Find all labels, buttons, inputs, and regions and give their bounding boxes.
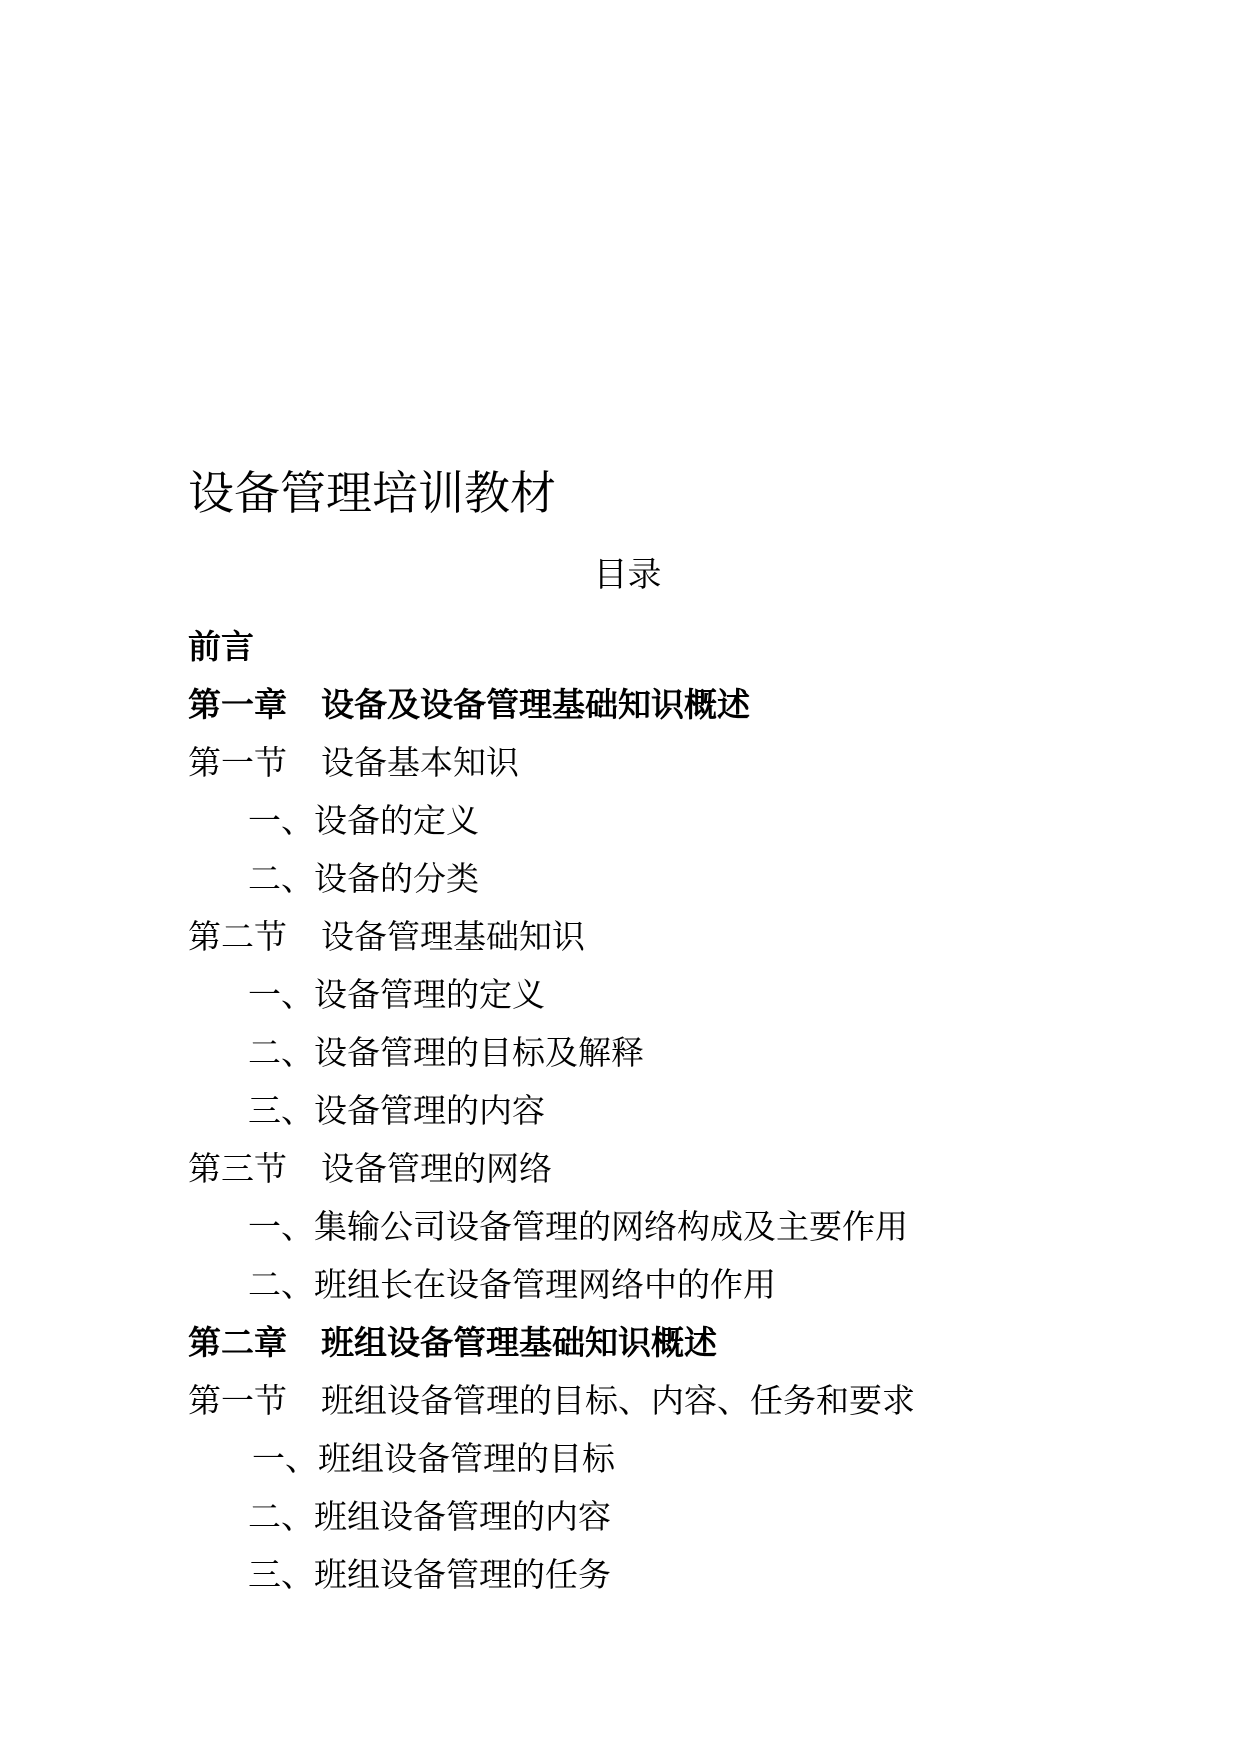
toc-section-1-2[interactable] xyxy=(188,908,1188,966)
toc-entry-label: 前言 xyxy=(188,627,254,666)
toc-entry-preface[interactable] xyxy=(188,618,1188,676)
toc-item[interactable] xyxy=(188,850,1188,908)
toc-item-label: 二、设备的分类 xyxy=(248,859,479,898)
section-number: 第三节 xyxy=(188,1149,287,1188)
toc-item[interactable] xyxy=(188,1430,1188,1488)
toc-item[interactable] xyxy=(188,1024,1188,1082)
toc-item-label: 二、班组设备管理的内容 xyxy=(248,1497,611,1536)
toc-item-label: 二、设备管理的目标及解释 xyxy=(248,1033,644,1072)
toc-item[interactable] xyxy=(188,1256,1188,1314)
toc-item-label: 三、设备管理的内容 xyxy=(248,1091,545,1130)
chapter-title: 班组设备管理基础知识概述 xyxy=(321,1323,717,1362)
toc-item[interactable] xyxy=(188,792,1188,850)
chapter-title: 设备及设备管理基础知识概述 xyxy=(321,685,750,724)
toc-item[interactable] xyxy=(188,1082,1188,1140)
toc-section-2-1[interactable] xyxy=(188,1372,1188,1430)
chapter-number: 第二章 xyxy=(188,1323,287,1362)
toc-item-label: 三、班组设备管理的任务 xyxy=(248,1555,611,1594)
section-title: 设备管理基础知识 xyxy=(321,917,585,956)
toc-item[interactable] xyxy=(188,1198,1188,1256)
section-title: 设备基本知识 xyxy=(321,743,519,782)
table-of-contents xyxy=(188,618,1188,1604)
toc-item-label: 一、设备的定义 xyxy=(248,801,479,840)
toc-section-1-3[interactable] xyxy=(188,1140,1188,1198)
toc-item[interactable] xyxy=(188,1546,1188,1604)
toc-chapter-2[interactable] xyxy=(188,1314,1188,1372)
section-number: 第一节 xyxy=(188,743,287,782)
document-title: 设备管理培训教材 xyxy=(188,466,556,520)
section-number: 第一节 xyxy=(188,1381,287,1420)
toc-item-label: 二、班组长在设备管理网络中的作用 xyxy=(248,1265,776,1304)
toc-heading: 目录 xyxy=(593,555,662,595)
toc-item[interactable] xyxy=(188,1488,1188,1546)
toc-section-1-1[interactable] xyxy=(188,734,1188,792)
toc-chapter-1[interactable] xyxy=(188,676,1188,734)
section-title: 班组设备管理的目标、内容、任务和要求 xyxy=(321,1381,915,1420)
section-title: 设备管理的网络 xyxy=(321,1149,552,1188)
chapter-number: 第一章 xyxy=(188,685,287,724)
toc-item-label: 一、班组设备管理的目标 xyxy=(252,1439,615,1478)
toc-item-label: 一、设备管理的定义 xyxy=(248,975,545,1014)
toc-item[interactable] xyxy=(188,966,1188,1024)
section-number: 第二节 xyxy=(188,917,287,956)
toc-item-label: 一、集输公司设备管理的网络构成及主要作用 xyxy=(248,1207,908,1246)
